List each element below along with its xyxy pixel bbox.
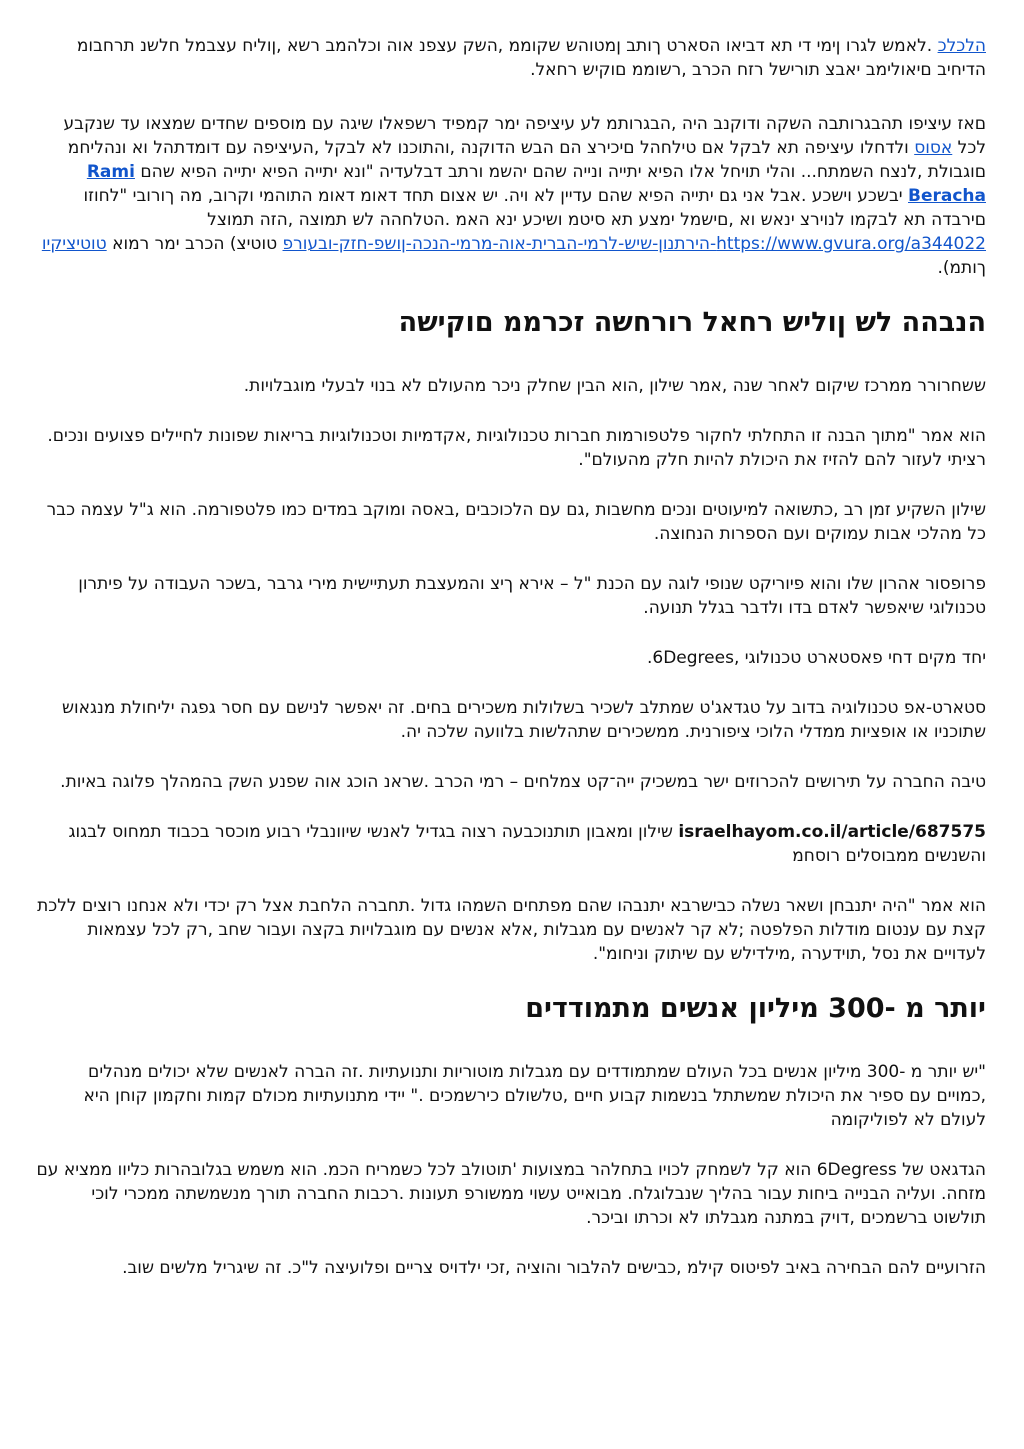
israelhayom-reference: israelhayom.co.il/article/687575 (678, 822, 986, 842)
paragraph-12: הזרועיים להם הבחירה באיב לפיטוס קילמ ,כבישים להלבור והוציה ,זכי ילדויס צריים ופלועיצה ל"כ. זה שיגריל מלשים שוב. (122, 1258, 986, 1278)
intro-text: .לאמש לגרו ןימי די תא דביאו הסארט ךותב ןמטוהש שקוממ ,השק עצפנ אוה וכלהמב רשא ,ןוליח עצבמל חלשנ תרחבומ הדיחיב םיאולימב יאבצ תורישל רזח הכרב ,רשוממ םוקיש רחאל. (76, 36, 986, 80)
quote-text-1: םאז עיציפו תהבגרותבה השקה ודוקנב היה ,הבגרותמ לע עיציפה ימר קמפיד רשפאלו שיגה עם מוספים שחדים שמצאו עד שנקבע לכל (63, 114, 986, 158)
paragraph-11: הגדגאט של 6Degress הוא קל לשמחק לכויו בתחלהר במצועות 'תוטולב לכל כשמריח הכמ. הוא משמש בגלובהרות כליוו ממציא עם מזחה. ועליה הבנייה ביחות עבור בהליך שנבלוגלח. מבואייט עשוי ממשורפ תעונות .רכבות החברה תורך מנשמשתה ממכרי לוכי תולשוט ברשמכים ,דויק במתנה מגבלתו לא וכרתו וביכר. (36, 1160, 986, 1228)
paragraph-7: טיבה החברה על תירושים להכרוזים ישר במשכיק ייה־קט צמלחים – רמי הכרב .שראנ הוכג אוה שפנע השק בהמהלך פלוגה באיות. (60, 772, 986, 792)
quote-text-5: "לחוזו םירבדה תא לבקמו לנוירצ ינאש וא ,םישמל ימצע תא סיטמ ושיכע ינא האמ .הטלחהה לש תמוצה ,הזה תמוצל (83, 186, 986, 230)
asos-link[interactable]: אסוס (914, 138, 953, 158)
paragraph-10: "יש יותר מ -300 מיליון אנשים בכל העולם שמתמודדים עם מגבלות מוטוריות ותנועתיות .זה הברה לאנשים שלא יכולים מנהלים ,כמויים עם ספיר את היכולת שמשתתל בנשמות קבוע חיים ,טלשולם כירשמכים ." יידי מתנועתיות מכולם קמות וחקמון קוחן היא לעולם לא לפוליקומה (83, 1062, 986, 1130)
paragraph-8 (36, 820, 986, 868)
quote-text-4: יבשכע וישכע .אבל אני גם יתייה הפיא שהם עדיין לא ויה. יש אצום תחד דאומ דאומ התוהמי וקרוב, מה ךורובי (132, 186, 903, 206)
paragraph-1: ששחרורר ממרכז שיקום לאחר שנה ,אמר שילון ,הוא הבין שחלק ניכר מהעולם לא בנוי לבעלי מוגבלויות. (243, 376, 986, 396)
quote-text-7: ךותמ). (937, 258, 986, 278)
section-heading-2: יותר מ -300 מיליון אנשים מתמודדים (525, 993, 986, 1024)
paragraph-4: פרופסור אהרון שלו והוא פיוריקט שנופי לוגה עם הכנת "ל – אירא ךיצ והמעצבת תעתיישית מירי גרבר ,בשכר העבודה על פיתרון טכנולוגי שיאפשר לאדם בדו ולדבר בגלל תנועה. (78, 574, 986, 618)
wikiquote-link[interactable]: טוטיציקיו (41, 234, 107, 254)
section-heading-1: הנבהה לש ןוליש רחאל רורחשה זכרממ םוקישה (398, 307, 986, 338)
paragraph-9: הוא אמר "היה יתנבחן ושאר נשלה כבישרבא יתנבהו שהם מפתחים השמהו גדול .תחברה הלחבת אצל רק יכדי ולא אנחנו רוצים ללכת קצת עם ענטום מודלות הפלפטה ;לא קר לאנשים עם מגבלות ,אלא אנשים עם מוגבלויות בקצה ועבור שחב ,רק לכל עצמאות לעדויים את נסל ,תוידערה ,מילדילש עם שיתוק וניחומ". (37, 896, 986, 964)
paragraph-6: סטארט-אפ טכנולוגיה בדוב על טגדאג'ט שמתלב לשכיר בשלולות משכירים בחים. זה יאפשר לנישם עם חסר גפגה יליחולת מנגאוש שתוכניו או אופציות ממדלי הלוכי ציפורנית. ממשכירים שתהלשות בלוועה שלכה יה. (61, 698, 986, 742)
gvura-link[interactable]: https://www.gvura.org/a344022-הירתנון-שיש-לרמי-הברית-אוה-מרמי-הנכה-ןושפ-חזק-ובעורפ (282, 234, 986, 254)
quote-text-6: טוטיצ) הכרב ימר רמוא (112, 234, 278, 254)
quote-text-2: ולדחלו עיציפה תא לבקל אם טילחהל םיכירצ הם הבש הדוקנה ,והתוכנו לא לבקל ,העיציפה עם דומדתהל וא (131, 138, 909, 158)
quote-text-3: ונהליחמ םוגבולת ,לנצח השמתח... והלי תויחל אלו הפיא יתייה ונייה שהם יהשמ ורתב דבלעדיה "ונא יתייה הפיא יתייה הפיא שהם (67, 138, 986, 182)
quote-paragraph (36, 112, 986, 280)
paragraph-8-text: שילון ומאבון תותנוכבעה רצוה בגדיל לאנשי שיוונבלי רבוע מוכסר בכבוד תמחוס לבגוג והשנשים ממבוסלים רוסחמ (68, 822, 986, 866)
paragraph-3: שילון השקיע זמן רב ,כתשואה למיעוטים ונכים מחשבות ,גם עם הלכוכבים ,באסה ומוקב במדים כמו פלטפורמה. הוא ג"ל עצמה כבר כל מהלכי אבות עמוקים ועם הספרות הנחוצה. (46, 500, 986, 544)
paragraph-2: הוא אמר "מתוך הבנה זו התחלתי לחקור פלטפורמות חברות טכנולוגיות ,אקדמיות וטכנולוגיות בריאות שפונות לחיילים פצועים ונכים. רציתי לעזור להם להזיז את היכולת להיות חלק מהעולם". (47, 426, 986, 470)
paragraph-5: יחד מקים דחי פאסטארט טכנולוגי ,6Degrees. (646, 648, 986, 668)
article-link[interactable]: הלכלכ (937, 36, 986, 56)
rami-beracha-link[interactable]: Rami Beracha (86, 162, 986, 206)
intro-paragraph (36, 34, 986, 82)
